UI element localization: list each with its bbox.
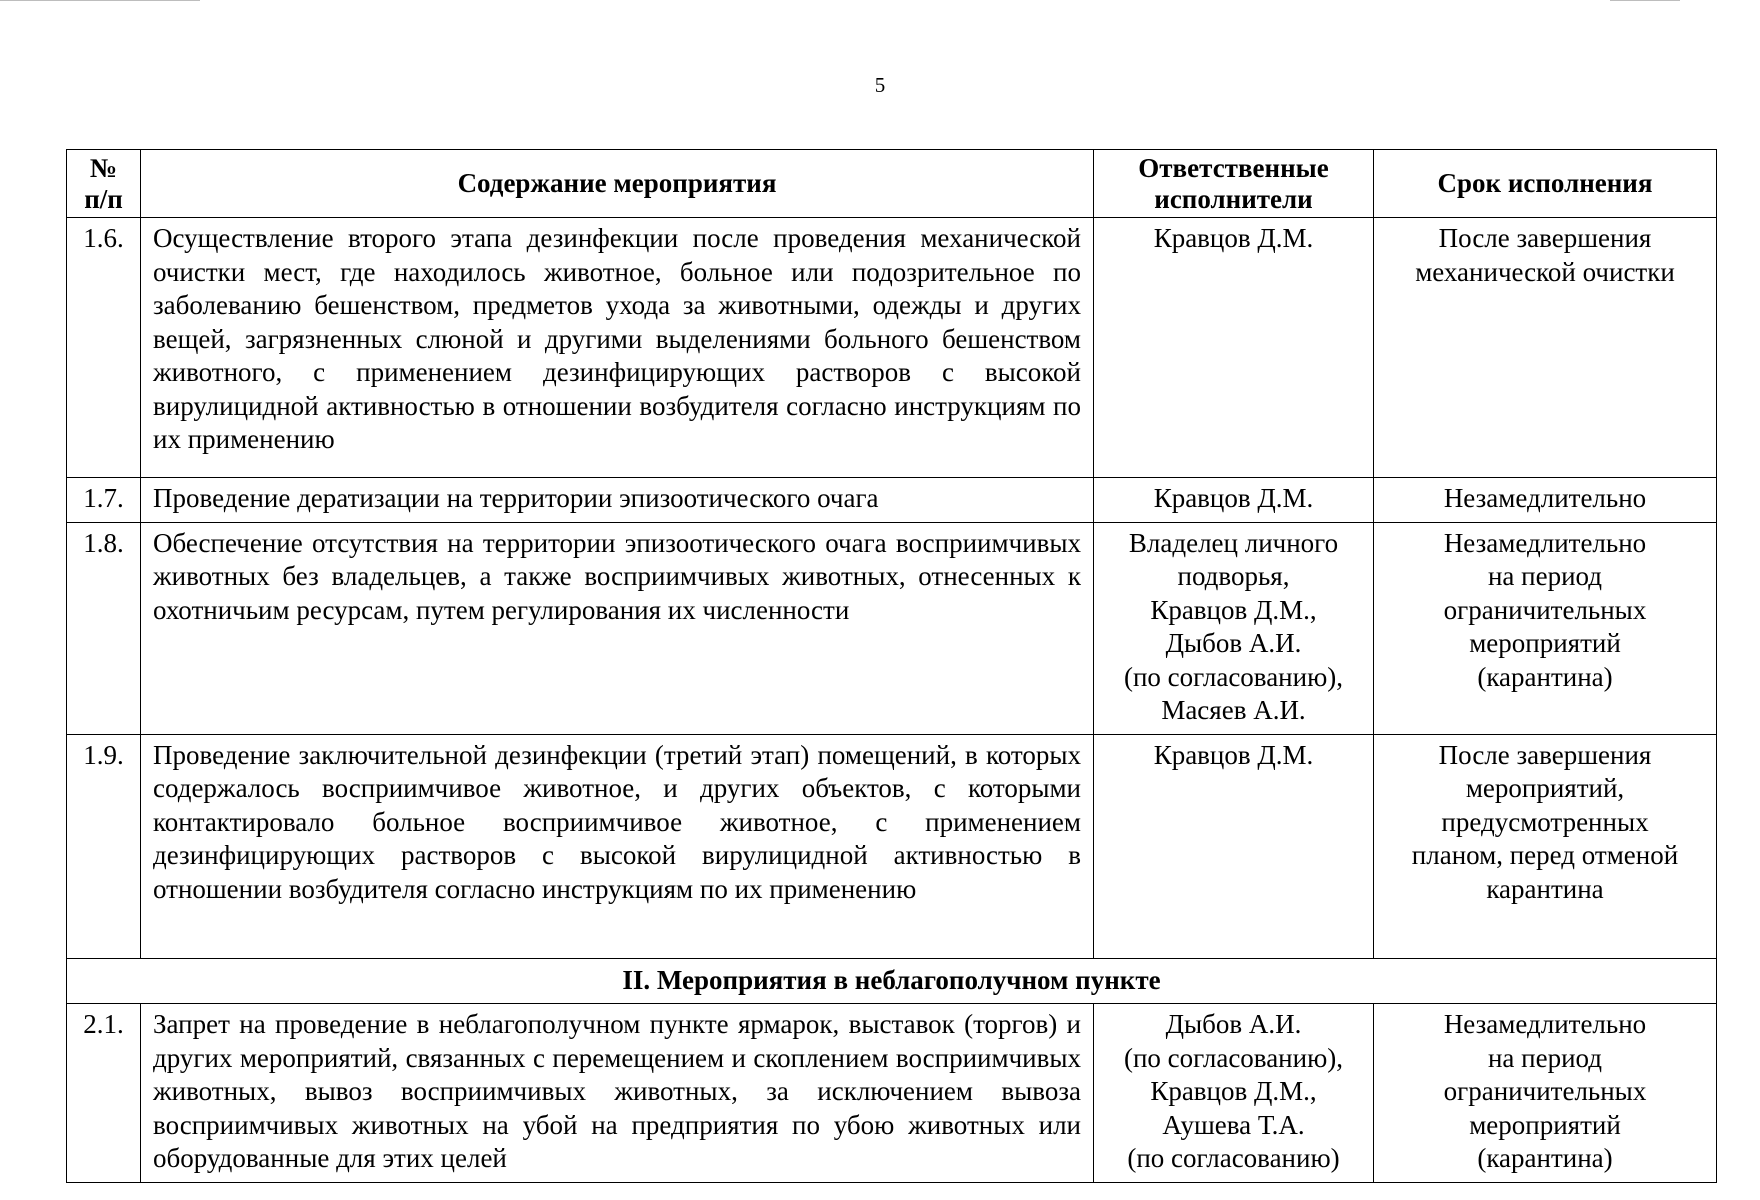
row-responsible: Кравцов Д.М. bbox=[1094, 218, 1374, 478]
table-row bbox=[67, 478, 1717, 523]
table-row bbox=[67, 218, 1717, 478]
row-content: Осуществление второго этапа дезинфекции после проведения механической очистки мест, где находилось животное, больное или подозрительное по заболеванию бешенством, предметов ухода за животными, одежды и других вещей, загрязненных слюной и другими выделениями больного бешенством животного, с применением дезинфицирующих растворов с высокой вирулицидной активностью в отношении возбудителя согласно инструкциям по их применению bbox=[141, 218, 1094, 478]
header-num bbox=[67, 150, 141, 218]
row-deadline: Незамедлительно на период ограничительных мероприятий (карантина) bbox=[1374, 1004, 1717, 1183]
header-content bbox=[141, 150, 1094, 218]
header-row bbox=[67, 150, 1717, 218]
table-row bbox=[67, 734, 1717, 958]
plan-table bbox=[66, 149, 1717, 1183]
table-body-part-2 bbox=[67, 1004, 1717, 1183]
row-responsible: Кравцов Д.М. bbox=[1094, 478, 1374, 523]
scan-mark-left bbox=[0, 0, 200, 1]
table-section bbox=[67, 958, 1717, 1004]
table-row bbox=[67, 1004, 1717, 1183]
row-num: 1.6. bbox=[67, 218, 141, 478]
header-deadline-label: Срок исполнения bbox=[1437, 168, 1653, 198]
row-responsible: Кравцов Д.М. bbox=[1094, 734, 1374, 958]
scan-mark-right bbox=[1610, 0, 1680, 1]
row-deadline: Незамедлительно на период ограничительных мероприятий (карантина) bbox=[1374, 522, 1717, 734]
row-deadline: После завершения механической очистки bbox=[1374, 218, 1717, 478]
row-content: Проведение дератизации на территории эпизоотического очага bbox=[141, 478, 1094, 523]
row-responsible: Дыбов А.И. (по согласованию), Кравцов Д.М., Аушева Т.А. (по согласованию) bbox=[1094, 1004, 1374, 1183]
header-deadline bbox=[1374, 150, 1717, 218]
row-content: Запрет на проведение в неблагополучном пункте ярмарок, выставок (торгов) и других мероприятий, связанных с перемещением и скоплением восприимчивых животных, вывоз восприимчивых животных, за исключением вывоза восприимчивых животных на убой на предприятия по убою животных или оборудованные для этих целей bbox=[141, 1004, 1094, 1183]
header-num-label: № п/п bbox=[84, 152, 123, 214]
page-number: 5 bbox=[874, 73, 886, 97]
row-num: 1.7. bbox=[67, 478, 141, 523]
table-row bbox=[67, 522, 1717, 734]
header-responsible-label: Ответственные исполнители bbox=[1138, 152, 1329, 214]
row-num: 1.8. bbox=[67, 522, 141, 734]
row-content: Проведение заключительной дезинфекции (третий этап) помещений, в которых содержалось восприимчивое животное, и других объектов, с которыми контактировало больное восприимчивое животное, с применением дезинфицирующих растворов с высокой вирулицидной активностью в отношении возбудителя согласно инструкциям по их применению bbox=[141, 734, 1094, 958]
table-body-part-1 bbox=[67, 218, 1717, 959]
row-responsible: Владелец личного подворья, Кравцов Д.М., Дыбов А.И. (по согласованию), Масяев А.И. bbox=[1094, 522, 1374, 734]
section-row bbox=[67, 958, 1717, 1004]
row-content: Обеспечение отсутствия на территории эпизоотического очага восприимчивых животных без владельцев, а также восприимчивых животных, отнесенных к охотничьим ресурсам, путем регулирования их численности bbox=[141, 522, 1094, 734]
row-num: 1.9. bbox=[67, 734, 141, 958]
section-title: II. Мероприятия в неблагополучном пункте bbox=[67, 958, 1717, 1004]
header-responsible bbox=[1094, 150, 1374, 218]
row-num: 2.1. bbox=[67, 1004, 141, 1183]
row-deadline: После завершения мероприятий, предусмотренных планом, перед отменой карантина bbox=[1374, 734, 1717, 958]
header-content-label: Содержание мероприятия bbox=[457, 168, 777, 198]
row-deadline: Незамедлительно bbox=[1374, 478, 1717, 523]
